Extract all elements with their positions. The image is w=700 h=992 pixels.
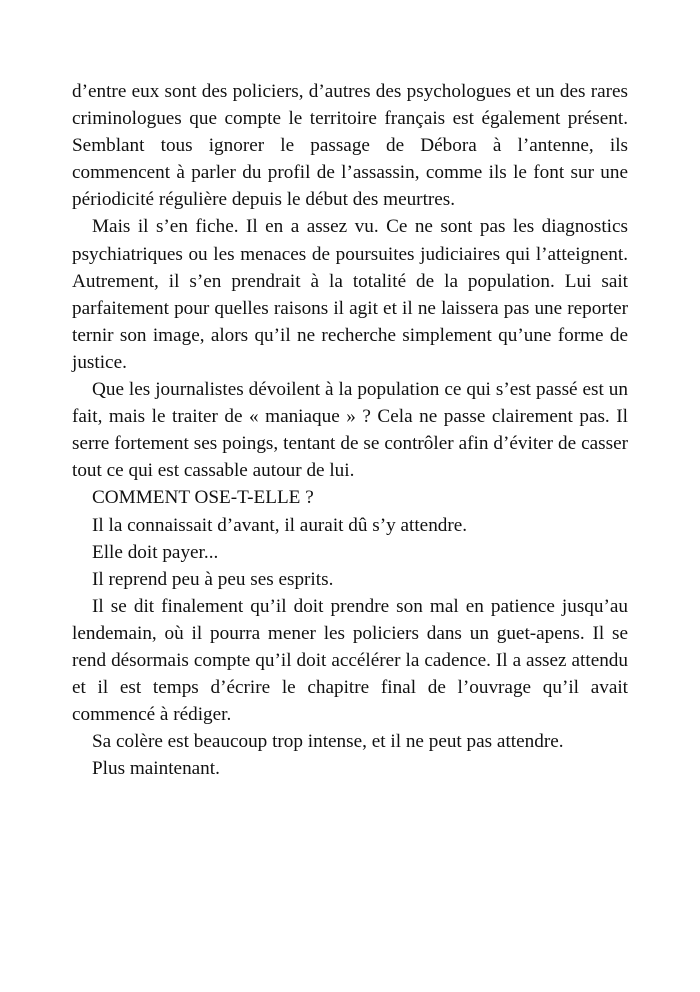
paragraph: Il reprend peu à peu ses esprits. [92,568,334,590]
paragraph: Plus maintenant. [92,758,220,780]
paragraph: Mais il s’en fiche. Il en a assez vu. Ce ne sont pas les diagnostics psychiatriques ou les menaces de poursuites judiciaires qui l’atteignent. Autrement, il s’en prendrait à la totalité de la population. Lui sait parfaitement pour quelles raisons il agit et il ne laissera pas une reporter ternir son image, alors qu’il ne recherche simplement qu’une forme de justice. [72,216,628,373]
paragraph-exclamation: COMMENT OSE-T-ELLE ? [92,487,314,509]
book-page [72,78,628,782]
paragraph: Il se dit finalement qu’il doit prendre son mal en patience jusqu’au lendemain, où il pourra mener les policiers dans un guet-apens. Il se rend désormais compte qu’il doit accélérer la cadence. Il a assez attendu et il est temps d’écrire le chapitre final de l’ouvrage qu’il avait commencé à rédiger. [72,595,628,726]
paragraph: Sa colère est beaucoup trop intense, et il ne peut pas attendre. [92,731,564,753]
paragraph: Il la connaissait d’avant, il aurait dû s’y attendre. [92,514,468,536]
paragraph-continuation: d’entre eux sont des policiers, d’autres des psychologues et un des rares criminologues que compte le territoire français est également présent. Semblant tous ignorer le passage de Débora à l’antenne, ils commencent à parler du profil de l’assassin, comme ils le font sur une périodicité régulière depuis le début des meurtres. [72,81,628,211]
paragraph: Elle doit payer... [92,541,219,563]
paragraph: Que les journalistes dévoilent à la population ce qui s’est passé est un fait, mais le traiter de « maniaque » ? Cela ne passe clairement pas. Il serre fortement ses poings, tentant de se contrôler afin d’éviter de casser tout ce qui est cassable autour de lui. [72,379,628,482]
